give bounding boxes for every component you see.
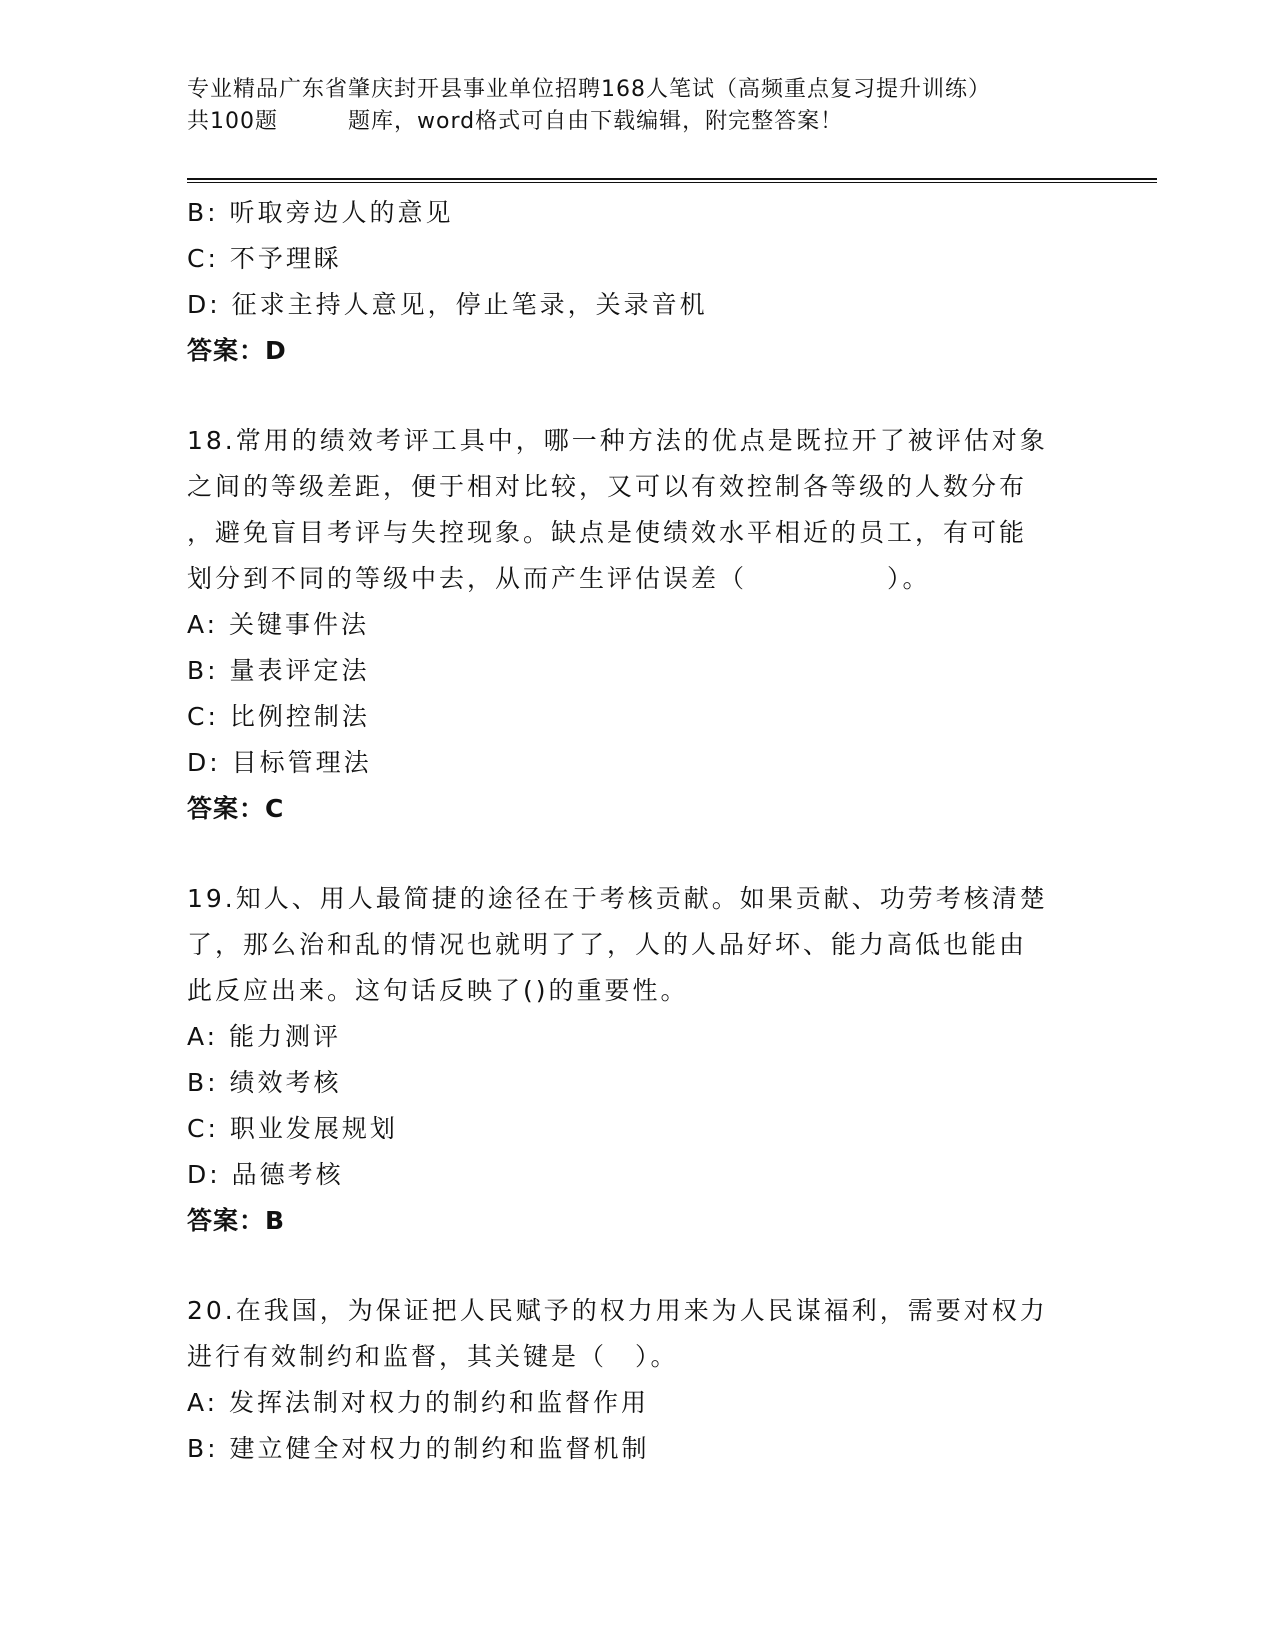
- header-subtitle: [187, 106, 1087, 138]
- page-header: [187, 74, 1087, 138]
- option-a: A: 关键事件法: [187, 610, 370, 639]
- option-b: B: 听取旁边人的意见: [187, 198, 454, 227]
- answer-line: 答案：C: [187, 794, 285, 823]
- header-description: 题库，word格式可自由下载编辑，附完整答案！: [348, 109, 844, 134]
- question-stem: [187, 876, 1087, 1014]
- stem-line: ，避免盲目考评与失控现象。缺点是使绩效水平相近的员工，有可能: [187, 518, 1028, 547]
- option-b: B: 绩效考核: [187, 1068, 342, 1097]
- stem-line: 此反应出来。这句话反映了()的重要性。: [187, 976, 689, 1005]
- question-stem: [187, 418, 1087, 602]
- stem-line: 18.常用的绩效考评工具中，哪一种方法的优点是既拉开了被评估对象: [187, 426, 1048, 455]
- question-list: [187, 190, 1087, 1472]
- option-d: D: 征求主持人意见，停止笔录，关录音机: [187, 290, 708, 319]
- stem-line: 20.在我国，为保证把人民赋予的权力用来为人民谋福利，需要对权力: [187, 1296, 1048, 1325]
- header-title: 专业精品广东省肇庆封开县事业单位招聘168人笔试（高频重点复习提升训练）: [187, 77, 991, 102]
- answer-line: 答案：D: [187, 336, 287, 365]
- stem-line: 进行有效制约和监督，其关键是（ ）。: [187, 1342, 679, 1371]
- question-20: [187, 1288, 1087, 1472]
- option-c: C: 不予理睬: [187, 244, 342, 273]
- option-d: D: 品德考核: [187, 1160, 344, 1189]
- stem-line: 划分到不同的等级中去，从而产生评估误差（ ）。: [187, 564, 931, 593]
- header-divider-thin: [187, 182, 1157, 183]
- option-d: D: 目标管理法: [187, 748, 372, 777]
- question-19: [187, 876, 1087, 1244]
- option-b: B: 建立健全对权力的制约和监督机制: [187, 1434, 650, 1463]
- header-divider: [187, 178, 1157, 180]
- question-prev: [187, 190, 1087, 374]
- option-c: C: 职业发展规划: [187, 1114, 398, 1143]
- question-18: [187, 418, 1087, 832]
- stem-line: 19.知人、用人最简捷的途径在于考核贡献。如果贡献、功劳考核清楚: [187, 884, 1048, 913]
- question-stem: [187, 1288, 1087, 1380]
- option-c: C: 比例控制法: [187, 702, 370, 731]
- stem-line: 之间的等级差距，便于相对比较，又可以有效控制各等级的人数分布: [187, 472, 1028, 501]
- option-b: B: 量表评定法: [187, 656, 370, 685]
- option-a: A: 发挥法制对权力的制约和监督作用: [187, 1388, 650, 1417]
- option-a: A: 能力测评: [187, 1022, 342, 1051]
- answer-line: 答案：B: [187, 1206, 286, 1235]
- header-count: 共100题: [187, 109, 278, 134]
- stem-line: 了，那么治和乱的情况也就明了了，人的人品好坏、能力高低也能由: [187, 930, 1028, 959]
